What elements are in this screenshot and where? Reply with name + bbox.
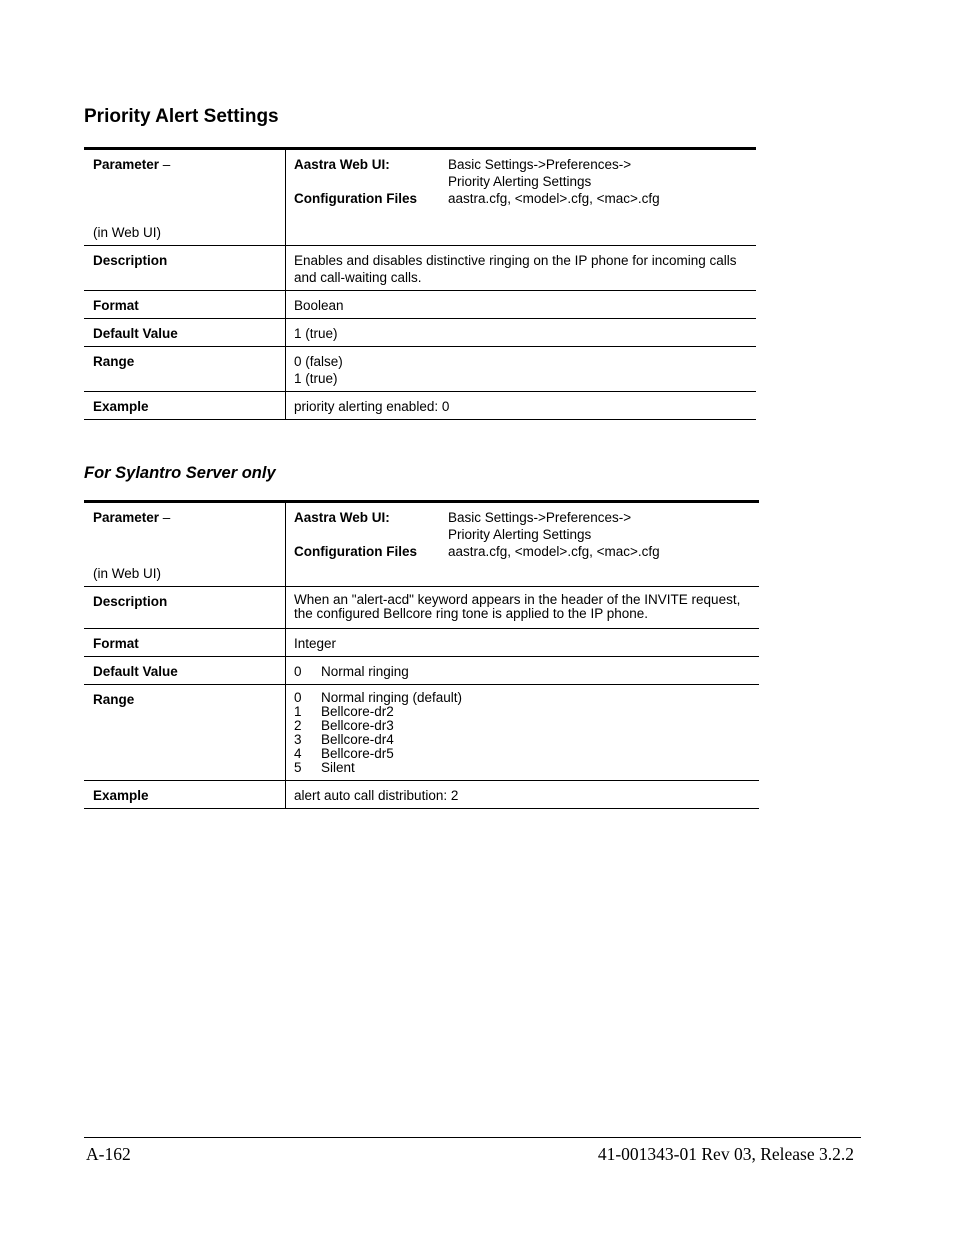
range-number: 2 (294, 718, 302, 733)
range-text: Bellcore-dr5 (321, 746, 394, 761)
range-number: 1 (294, 704, 302, 719)
range-number: 4 (294, 746, 302, 761)
range-text: Bellcore-dr3 (321, 718, 394, 733)
row-value: Enables and disables distinctive ringing on the IP phone for incoming calls and call-waiting calls. (294, 253, 737, 285)
row-label: Default Value (84, 657, 286, 685)
row-label: Range (84, 347, 286, 392)
in-web-ui-note: (in Web UI) (93, 225, 162, 240)
row-label: Description (84, 587, 286, 629)
parameter-label: Parameter (93, 510, 160, 525)
parameter-label-cell (84, 502, 286, 587)
parameter-label-cell (84, 149, 286, 246)
row-value: When an "alert-acd" keyword appears in the header of the INVITE request, the configured Bellcore ring tone is applied to the IP phone. (294, 592, 741, 621)
document-id: 41-001343-01 Rev 03, Release 3.2.2 (597, 1144, 854, 1164)
default-number: 0 (294, 664, 302, 679)
config-files-key: Configuration Files (294, 191, 417, 206)
range-number: 0 (294, 690, 302, 705)
parameter-dash: – (159, 510, 171, 525)
table-row (84, 291, 756, 319)
row-label: Example (84, 392, 286, 420)
range-line: 0 (false) (294, 354, 343, 369)
row-label: Range (84, 685, 286, 781)
section-title: Priority Alert Settings (84, 106, 279, 127)
parameter-dash: – (159, 157, 171, 172)
aastra-web-ui-path-2: Priority Alerting Settings (448, 527, 592, 542)
aastra-web-ui-path-2: Priority Alerting Settings (448, 174, 592, 189)
row-value: Integer (294, 636, 337, 651)
table-row (84, 587, 759, 629)
parameter-value-cell (286, 149, 757, 246)
row-label: Description (84, 246, 286, 291)
parameter-label: Parameter (93, 157, 160, 172)
config-files-value: aastra.cfg, <model>.cfg, <mac>.cfg (448, 191, 660, 206)
range-text: Normal ringing (default) (321, 690, 463, 705)
priority-alert-table (84, 147, 756, 420)
range-text: Silent (321, 760, 355, 775)
parameter-value-cell (286, 502, 760, 587)
range-list (294, 691, 751, 775)
config-files-key: Configuration Files (294, 544, 417, 559)
range-text: Bellcore-dr4 (321, 732, 394, 747)
range-number: 5 (294, 760, 302, 775)
row-label: Default Value (84, 319, 286, 347)
table-row (84, 502, 759, 587)
in-web-ui-note: (in Web UI) (93, 566, 162, 581)
table-row (84, 685, 759, 781)
sylantro-table (84, 500, 759, 809)
row-value: 1 (true) (294, 326, 338, 341)
row-value (286, 347, 757, 392)
aastra-web-ui-path-1: Basic Settings->Preferences-> (448, 157, 632, 172)
aastra-web-ui-key: Aastra Web UI: (294, 157, 390, 172)
row-label: Format (84, 629, 286, 657)
table-row (84, 246, 756, 291)
aastra-web-ui-key: Aastra Web UI: (294, 510, 390, 525)
range-line: 1 (true) (294, 371, 338, 386)
table-row (84, 657, 759, 685)
row-value (286, 685, 760, 781)
default-text: Normal ringing (321, 664, 409, 679)
table-row (84, 319, 756, 347)
row-value (286, 657, 760, 685)
row-value: priority alerting enabled: 0 (294, 399, 450, 414)
range-text: Bellcore-dr2 (321, 704, 394, 719)
aastra-web-ui-path-1: Basic Settings->Preferences-> (448, 510, 632, 525)
table-row (84, 392, 756, 420)
row-value: alert auto call distribution: 2 (294, 788, 459, 803)
footer-divider (84, 1137, 861, 1138)
subsection-title: For Sylantro Server only (84, 464, 276, 482)
config-files-value: aastra.cfg, <model>.cfg, <mac>.cfg (448, 544, 660, 559)
row-label: Example (84, 781, 286, 809)
row-value: Boolean (294, 298, 344, 313)
row-label: Format (84, 291, 286, 319)
page-number: A-162 (86, 1144, 131, 1164)
range-number: 3 (294, 732, 302, 747)
table-row (84, 781, 759, 809)
table-row (84, 149, 756, 246)
table-row (84, 629, 759, 657)
table-row (84, 347, 756, 392)
